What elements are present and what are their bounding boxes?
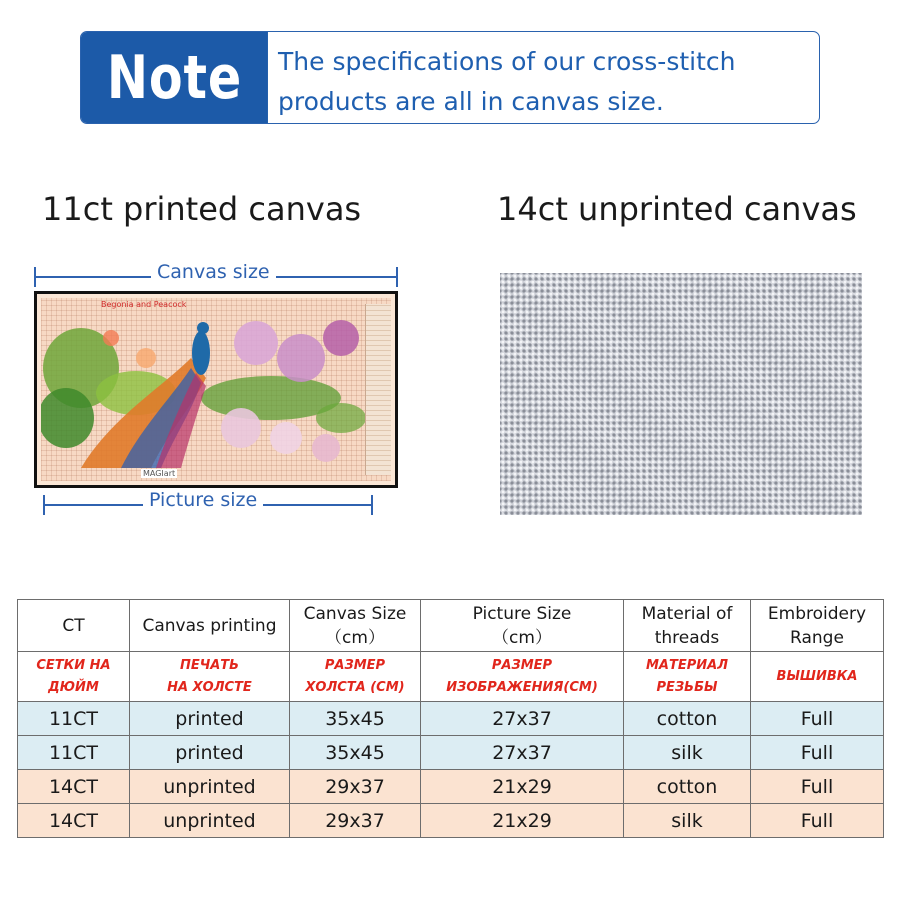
header-cell: Canvas printing bbox=[130, 600, 290, 652]
ru-header-cell: ВЫШИВКА bbox=[751, 652, 884, 702]
spec-table bbox=[17, 599, 884, 838]
unprinted-canvas-heading: 14ct unprinted canvas bbox=[497, 190, 857, 228]
ru-header-cell: РАЗМЕР ХОЛСТА (СМ) bbox=[290, 652, 421, 702]
printed-canvas-heading: 11ct printed canvas bbox=[42, 190, 362, 228]
ct-cell: 14CT bbox=[18, 770, 130, 804]
canvas-size-cell: 29x37 bbox=[290, 804, 421, 838]
table-row bbox=[18, 702, 884, 736]
table-russian-header-row bbox=[18, 652, 884, 702]
header-cell: Material of threads bbox=[624, 600, 751, 652]
picture-size-cell: 27x37 bbox=[421, 702, 624, 736]
ru-header-cell: МАТЕРИАЛ РЕЗЬБЫ bbox=[624, 652, 751, 702]
ru-header-cell: СЕТКИ НА ДЮЙМ bbox=[18, 652, 130, 702]
printing-cell: unprinted bbox=[130, 770, 290, 804]
canvas-size-cell: 35x45 bbox=[290, 702, 421, 736]
printed-canvas-preview bbox=[34, 291, 398, 488]
ct-cell: 11CT bbox=[18, 702, 130, 736]
table-row bbox=[18, 804, 884, 838]
picture-size-cell: 21x29 bbox=[421, 770, 624, 804]
note-line-1: The specifications of our cross-stitch bbox=[278, 47, 736, 76]
canvas-grid bbox=[41, 298, 391, 481]
preview-title: Begonia and Peacock bbox=[101, 300, 187, 309]
picture-size-label: Picture size bbox=[143, 489, 263, 511]
header-cell: Picture Size （cm） bbox=[421, 600, 624, 652]
ru-header-cell: ПЕЧАТЬ НА ХОЛСТЕ bbox=[130, 652, 290, 702]
canvas-size-cell: 35x45 bbox=[290, 736, 421, 770]
material-cell: cotton bbox=[624, 702, 751, 736]
printing-cell: printed bbox=[130, 736, 290, 770]
unprinted-fabric-swatch bbox=[500, 273, 862, 515]
header-cell: CT bbox=[18, 600, 130, 652]
material-cell: silk bbox=[624, 804, 751, 838]
header-cell: Embroidery Range bbox=[751, 600, 884, 652]
canvas-size-label: Canvas size bbox=[151, 261, 276, 283]
picture-size-cell: 21x29 bbox=[421, 804, 624, 838]
printing-cell: unprinted bbox=[130, 804, 290, 838]
table-header-row bbox=[18, 600, 884, 652]
ru-header-cell: РАЗМЕР ИЗОБРАЖЕНИЯ(СМ) bbox=[421, 652, 624, 702]
note-line-2: products are all in canvas size. bbox=[278, 87, 664, 116]
color-legend bbox=[365, 304, 391, 475]
material-cell: cotton bbox=[624, 770, 751, 804]
range-cell: Full bbox=[751, 736, 884, 770]
note-banner bbox=[80, 31, 820, 124]
range-cell: Full bbox=[751, 702, 884, 736]
brand-logo: MAGIart bbox=[143, 469, 176, 478]
picture-size-dimension bbox=[43, 489, 373, 515]
canvas-size-dimension bbox=[34, 261, 398, 287]
note-text bbox=[278, 42, 813, 122]
table-row bbox=[18, 736, 884, 770]
ct-cell: 11CT bbox=[18, 736, 130, 770]
material-cell: silk bbox=[624, 736, 751, 770]
printing-cell: printed bbox=[130, 702, 290, 736]
note-badge: Note bbox=[81, 32, 268, 123]
header-cell: Canvas Size （cm） bbox=[290, 600, 421, 652]
range-cell: Full bbox=[751, 804, 884, 838]
range-cell: Full bbox=[751, 770, 884, 804]
canvas-size-cell: 29x37 bbox=[290, 770, 421, 804]
picture-size-cell: 27x37 bbox=[421, 736, 624, 770]
peacock-artwork bbox=[41, 298, 371, 483]
ct-cell: 14CT bbox=[18, 804, 130, 838]
table-row bbox=[18, 770, 884, 804]
